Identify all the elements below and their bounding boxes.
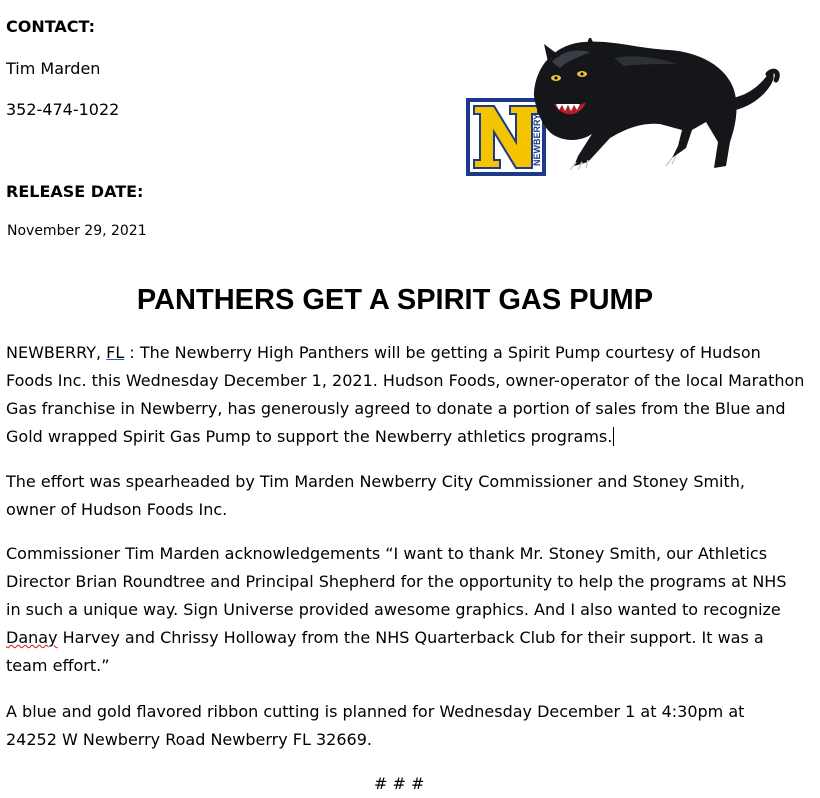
contact-phone: 352-474-1022 bbox=[6, 100, 120, 119]
paragraph-1 bbox=[6, 339, 806, 451]
release-date: November 29, 2021 bbox=[7, 223, 147, 239]
paragraph-3-text-b: Harvey and Chrissy Holloway from the NHS Quarterback Club for their support. It was a team effort.” bbox=[6, 628, 764, 675]
newberry-panther-logo bbox=[464, 38, 784, 180]
paragraph-2: The effort was spearheaded by Tim Marden Newberry City Commissioner and Stoney Smith, owner of Hudson Foods Inc. bbox=[6, 472, 745, 519]
contact-name: Tim Marden bbox=[6, 59, 101, 78]
release-date-label: RELEASE DATE: bbox=[6, 182, 144, 201]
paragraph-4: A blue and gold flavored ribbon cutting is planned for Wednesday December 1 at 4:30pm at 24252 W Newberry Road Newberry FL 32669. bbox=[6, 702, 745, 749]
panther-logo-image bbox=[464, 38, 784, 180]
spellcheck-flagged-word[interactable]: Danay bbox=[6, 628, 58, 647]
panther-icon bbox=[534, 38, 777, 170]
newberry-n-logo bbox=[466, 98, 546, 176]
page-title: PANTHERS GET A SPIRIT GAS PUMP bbox=[136, 284, 654, 316]
paragraph-1-text: The Newberry High Panthers will be getting a Spirit Pump courtesy of Hudson Foods Inc. this Wednesday December 1, 2021. Hudson Foods, owner-operator of the local Marathon Gas franchise in Newberry, has generously agreed to donate a portion of sales from the Blue and Gold wrapped Spirit Gas Pump to support the Newberry athletics programs. bbox=[6, 343, 805, 446]
contact-label: CONTACT: bbox=[6, 17, 95, 36]
text-cursor bbox=[613, 427, 614, 446]
paragraph-3 bbox=[6, 540, 806, 680]
dateline-city: NEWBERRY, bbox=[6, 343, 107, 362]
end-mark: # # # bbox=[374, 774, 425, 793]
newberry-vertical-text: NEWBERRY bbox=[532, 113, 542, 166]
dateline-colon: : bbox=[124, 343, 140, 362]
dateline-state: FL bbox=[106, 343, 125, 362]
paragraph-3-text-a: Commissioner Tim Marden acknowledgements “I want to thank Mr. Stoney Smith, our Athletics Director Brian Roundtree and Principal Shepherd for the opportunity to help the programs at NHS in such a unique way. Sign Universe provided awesome graphics. And I also wanted to recognize bbox=[6, 544, 787, 619]
